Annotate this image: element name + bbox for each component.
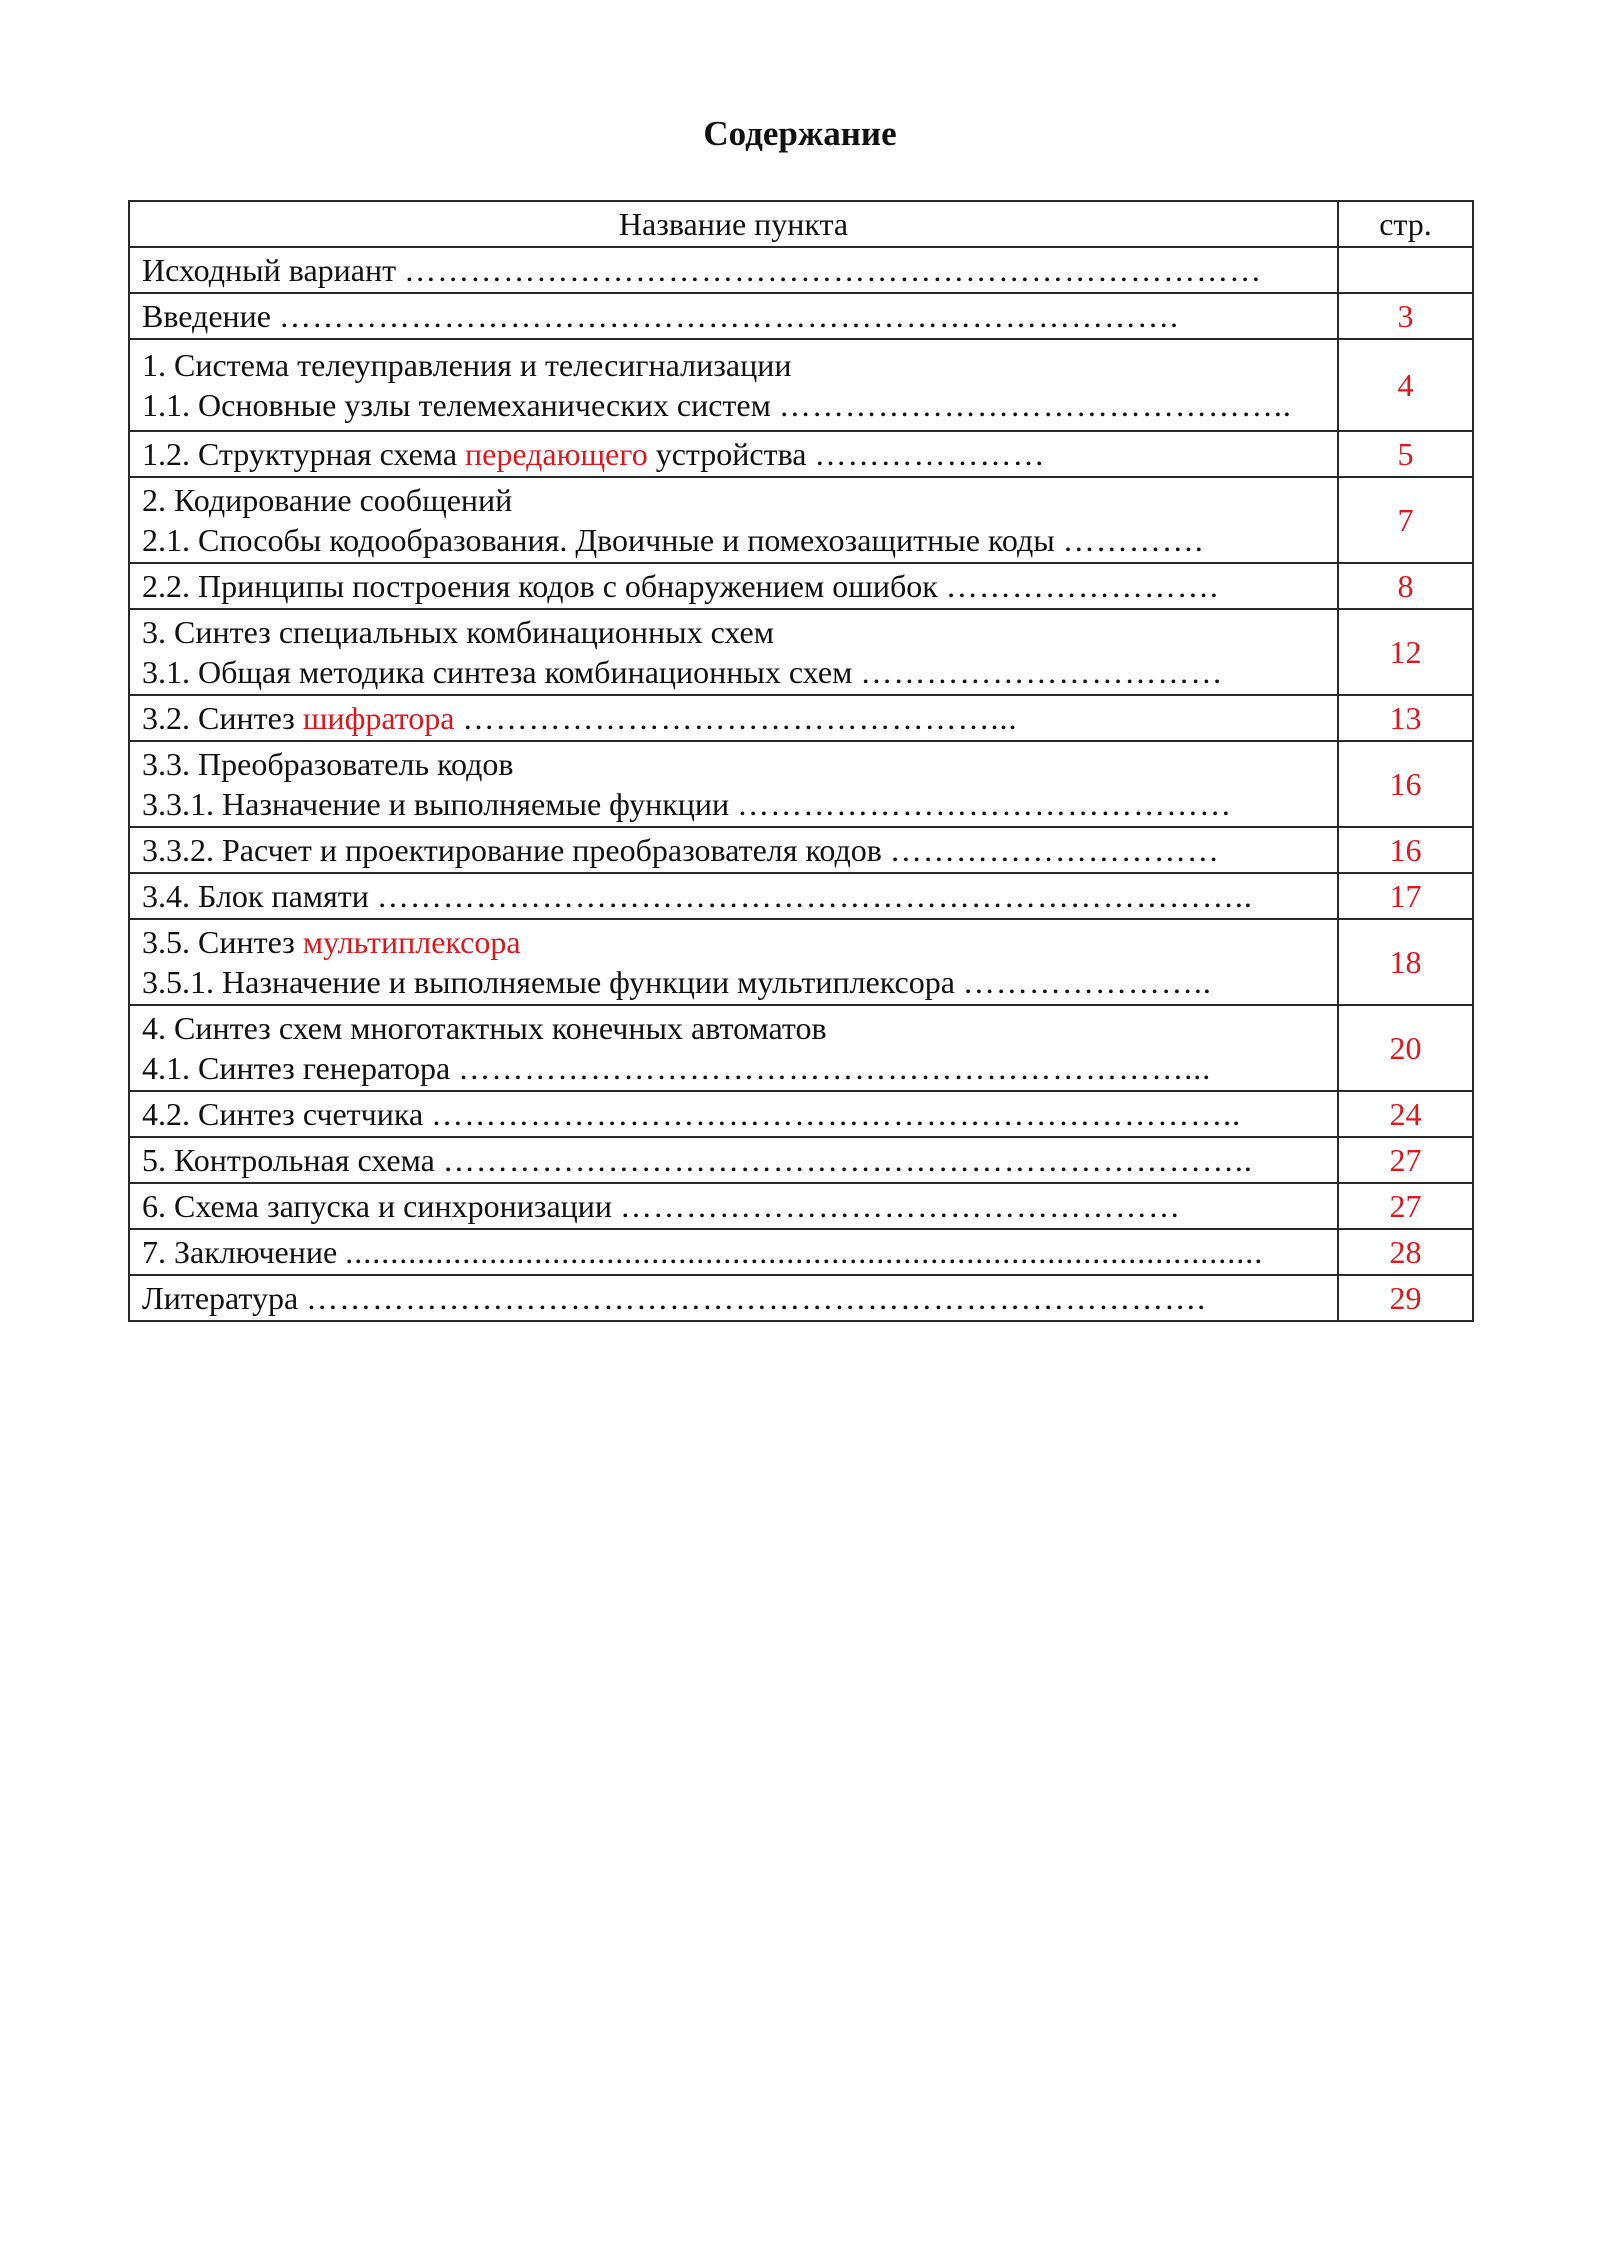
toc-row [129, 247, 1473, 293]
toc-page-number: 28 [1338, 1229, 1473, 1275]
toc-entry-name [129, 431, 1338, 477]
toc-entry-line [142, 612, 1325, 652]
toc-entry-line [142, 296, 1325, 336]
toc-entry-line [142, 962, 1325, 1002]
toc-leader-dots: ……………………………………………………………….. [431, 1096, 1242, 1132]
toc-row [129, 1275, 1473, 1321]
toc-page-number: 29 [1338, 1275, 1473, 1321]
toc-page-number: 24 [1338, 1091, 1473, 1137]
toc-page-number: 8 [1338, 563, 1473, 609]
toc-row [129, 919, 1473, 1005]
toc-entry-highlight: передающего [465, 436, 648, 472]
toc-page-number [1338, 247, 1473, 293]
toc-entry-text: 3.5.1. Назначение и выполняемые функции мультиплексора [142, 964, 955, 1000]
toc-entry-text: 1.2. Структурная схема [142, 436, 466, 472]
toc-entry-name [129, 695, 1338, 741]
toc-row [129, 1183, 1473, 1229]
toc-entry-line [142, 1232, 1325, 1272]
toc-entry-text: Исходный вариант [142, 252, 397, 288]
toc-entry-name [129, 1275, 1338, 1321]
toc-entry-line [142, 1094, 1325, 1134]
toc-entry-name [129, 247, 1338, 293]
toc-entry-name [129, 339, 1338, 431]
toc-page-number: 20 [1338, 1005, 1473, 1091]
toc-page-number: 12 [1338, 609, 1473, 695]
table-of-contents [128, 200, 1474, 1322]
toc-entry-highlight: мультиплексора [302, 924, 521, 960]
toc-entry-text: Введение [142, 298, 271, 334]
toc-row [129, 741, 1473, 827]
toc-page-number: 27 [1338, 1137, 1473, 1183]
toc-entry-name [129, 563, 1338, 609]
toc-entry-name [129, 827, 1338, 873]
toc-row [129, 609, 1473, 695]
toc-row [129, 1229, 1473, 1275]
toc-header-row [129, 201, 1473, 247]
toc-entry-line [142, 698, 1325, 738]
toc-row [129, 477, 1473, 563]
toc-leader-dots: …………………………………………... [462, 700, 1018, 736]
toc-leader-dots: …………. [1062, 522, 1204, 558]
toc-entry-text: 6. Схема запуска и синхронизации [142, 1188, 613, 1224]
toc-entry-line [142, 830, 1325, 870]
toc-entry-line [142, 250, 1325, 290]
toc-entry-line [142, 1186, 1325, 1226]
toc-entry-text-tail: устройства [647, 436, 807, 472]
toc-leader-dots: …………………………… [860, 654, 1224, 690]
toc-entry-text: 2.2. Принципы построения кодов с обнаружением ошибок [142, 568, 938, 604]
toc-entry-line [142, 385, 1325, 425]
toc-page-number: 5 [1338, 431, 1473, 477]
toc-entry-text: 3.1. Общая методика синтеза комбинационных схем [142, 654, 853, 690]
toc-entry-text: 3.3.2. Расчет и проектирование преобразователя кодов [142, 832, 882, 868]
toc-entry-name [129, 477, 1338, 563]
toc-page-number: 18 [1338, 919, 1473, 1005]
toc-entry-line [142, 784, 1325, 824]
toc-entry-name [129, 1005, 1338, 1091]
toc-row [129, 827, 1473, 873]
toc-entry-text: Литература [142, 1280, 299, 1316]
toc-row [129, 1005, 1473, 1091]
toc-leader-dots: ………………………… [889, 832, 1220, 868]
toc-entry-line [142, 480, 1325, 520]
toc-leader-dots: ……………………………………………………………….. [442, 1142, 1253, 1178]
toc-leader-dots: …………………………………………………………………… [404, 252, 1263, 288]
toc-entry-line [142, 1278, 1325, 1318]
toc-entry-line [142, 566, 1325, 606]
toc-leader-dots: ……………………………………….. [778, 387, 1292, 423]
toc-page-number: 7 [1338, 477, 1473, 563]
toc-row [129, 293, 1473, 339]
toc-entry-name [129, 741, 1338, 827]
toc-leader-dots: ………………………………………………………………………. [278, 298, 1179, 334]
toc-entry-line [142, 652, 1325, 692]
toc-leader-dots: …………………………………………… [620, 1188, 1182, 1224]
toc-row [129, 431, 1473, 477]
toc-entry-text: 3.5. Синтез [142, 924, 303, 960]
toc-leader-dots: …………………………………………………………... [458, 1050, 1212, 1086]
toc-entry-text: 3. Синтез специальных комбинационных схем [142, 614, 774, 650]
toc-page-number: 4 [1338, 339, 1473, 431]
toc-entry-line [142, 1048, 1325, 1088]
toc-header-page: стр. [1338, 201, 1473, 247]
toc-leader-dots: ………………….. [962, 964, 1212, 1000]
toc-body [129, 247, 1473, 1321]
toc-entry-name [129, 293, 1338, 339]
toc-entry-line [142, 520, 1325, 560]
toc-leader-dots: …………………………………………………………………….. [376, 878, 1253, 914]
toc-entry-text: 3.2. Синтез [142, 700, 303, 736]
toc-leader-dots: ……………………………………… [737, 786, 1233, 822]
toc-entry-name [129, 609, 1338, 695]
toc-entry-text: 7. Заключение [142, 1234, 338, 1270]
toc-entry-name [129, 1183, 1338, 1229]
toc-entry-name [129, 873, 1338, 919]
toc-entry-highlight: шифратора [302, 700, 455, 736]
toc-row [129, 563, 1473, 609]
toc-entry-text: 3.4. Блок памяти [142, 878, 369, 914]
toc-entry-text: 4.2. Синтез счетчика [142, 1096, 424, 1132]
toc-entry-text: 2. Кодирование сообщений [142, 482, 513, 518]
toc-row [129, 873, 1473, 919]
toc-entry-name [129, 1229, 1338, 1275]
toc-page-number: 27 [1338, 1183, 1473, 1229]
toc-entry-line [142, 922, 1325, 962]
toc-entry-text: 5. Контрольная схема [142, 1142, 435, 1178]
toc-row [129, 339, 1473, 431]
toc-entry-line [142, 876, 1325, 916]
toc-page-number: 16 [1338, 741, 1473, 827]
toc-entry-line [142, 345, 1325, 385]
toc-leader-dots: ………………………………………………………………………. [306, 1280, 1207, 1316]
toc-leader-dots: ………………… [814, 436, 1046, 472]
toc-entry-name [129, 919, 1338, 1005]
toc-entry-text: 4.1. Синтез генератора [142, 1050, 451, 1086]
toc-header-name: Название пункта [129, 201, 1338, 247]
toc-page-number: 3 [1338, 293, 1473, 339]
toc-leader-dots: ……………………. [945, 568, 1219, 604]
toc-row [129, 1137, 1473, 1183]
toc-page-number: 17 [1338, 873, 1473, 919]
toc-entry-line [142, 744, 1325, 784]
toc-row [129, 695, 1473, 741]
toc-entry-text: 4. Синтез схем многотактных конечных автоматов [142, 1010, 827, 1046]
toc-page-number: 16 [1338, 827, 1473, 873]
toc-leader-dots: ...................................................................................................... [345, 1234, 1264, 1270]
toc-entry-text: 2.1. Способы кодообразования. Двоичные и помехозащитные коды [142, 522, 1055, 558]
toc-entry-text: 3.3.1. Назначение и выполняемые функции [142, 786, 730, 822]
page-title: Содержание [703, 114, 897, 153]
toc-entry-name [129, 1137, 1338, 1183]
toc-entry-line [142, 1008, 1325, 1048]
toc-entry-text: 1.1. Основные узлы телемеханических систем [142, 387, 771, 423]
toc-entry-line [142, 434, 1325, 474]
toc-entry-text: 3.3. Преобразователь кодов [142, 746, 514, 782]
toc-entry-line [142, 1140, 1325, 1180]
toc-row [129, 1091, 1473, 1137]
toc-page-number: 13 [1338, 695, 1473, 741]
toc-entry-name [129, 1091, 1338, 1137]
toc-entry-text: 1. Система телеуправления и телесигнализации [142, 347, 792, 383]
